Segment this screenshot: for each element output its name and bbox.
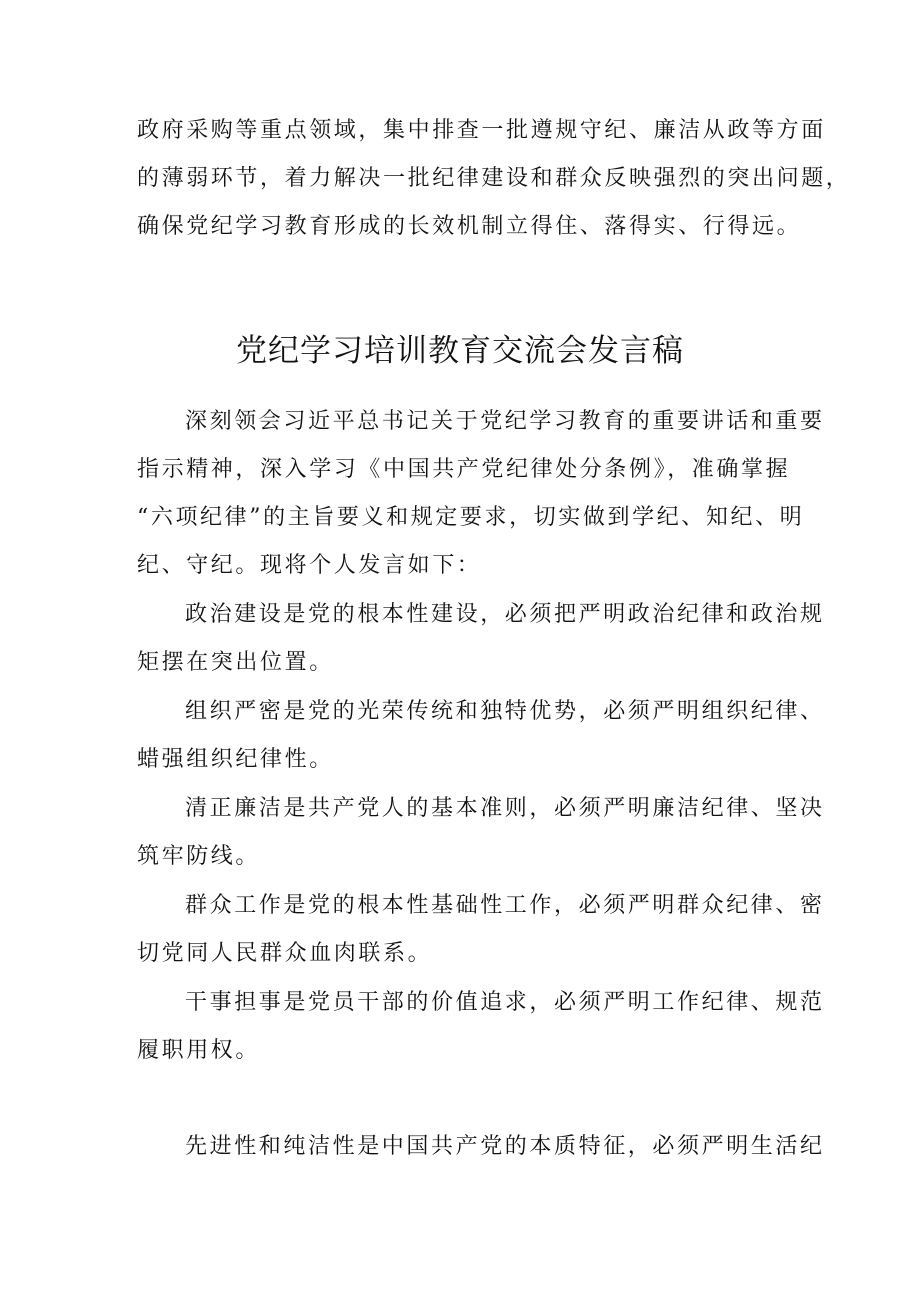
paragraph-6-line-1: 干事担事是党员干部的价值追求，必须严明工作纪律、规范 <box>185 990 825 1015</box>
intro-line-2: 的薄弱环节，着力解决一批纪律建设和群众反映强烈的突出问题， <box>137 166 851 191</box>
paragraph-1-line-2: 指示精神，深入学习《中国共产党纪律处分条例》，准确掌握 <box>137 457 791 482</box>
paragraph-6-line-2: 履职用权。 <box>137 1038 261 1063</box>
paragraph-1-line-1: 深刻领会习近平总书记关于党纪学习教育的重要讲话和重要 <box>185 409 825 434</box>
paragraph-5-line-1: 群众工作是党的根本性基础性工作，必须严明群众纪律、密 <box>185 893 825 918</box>
paragraph-1-line-4: 纪、守纪。现将个人发言如下： <box>137 553 482 578</box>
paragraph-7-line-1: 先进性和纯洁性是中国共产党的本质特征，必须严明生活纪 <box>185 1134 825 1159</box>
paragraph-2-line-1: 政治建设是党的根本性建设，必须把严明政治纪律和政治规 <box>185 602 825 627</box>
paragraph-1-line-3: “六项纪律”的主旨要义和规定要求，切实做到学纪、知纪、明 <box>137 505 805 530</box>
paragraph-3-line-1: 组织严密是党的光荣传统和独特优势，必须严明组织纪律、 <box>185 699 825 724</box>
page-title: 党纪学习培训教育交流会发言稿 <box>236 332 684 369</box>
paragraph-3-line-2: 蜡强组织纪律性。 <box>137 747 334 772</box>
intro-line-1: 政府采购等重点领域，集中排查一批遵规守纪、廉洁从政等方面 <box>137 118 826 143</box>
paragraph-5-line-2: 切党同人民群众血肉联系。 <box>137 941 433 966</box>
paragraph-2-line-2: 矩摆在突出位置。 <box>137 650 334 675</box>
intro-line-3: 确保党纪学习教育形成的长效机制立得住、落得实、行得远。 <box>137 214 802 239</box>
paragraph-4-line-1: 清正廉洁是共产党人的基本准则，必须严明廉洁纪律、坚决 <box>185 796 825 821</box>
paragraph-4-line-2: 筑牢防线。 <box>137 844 261 869</box>
